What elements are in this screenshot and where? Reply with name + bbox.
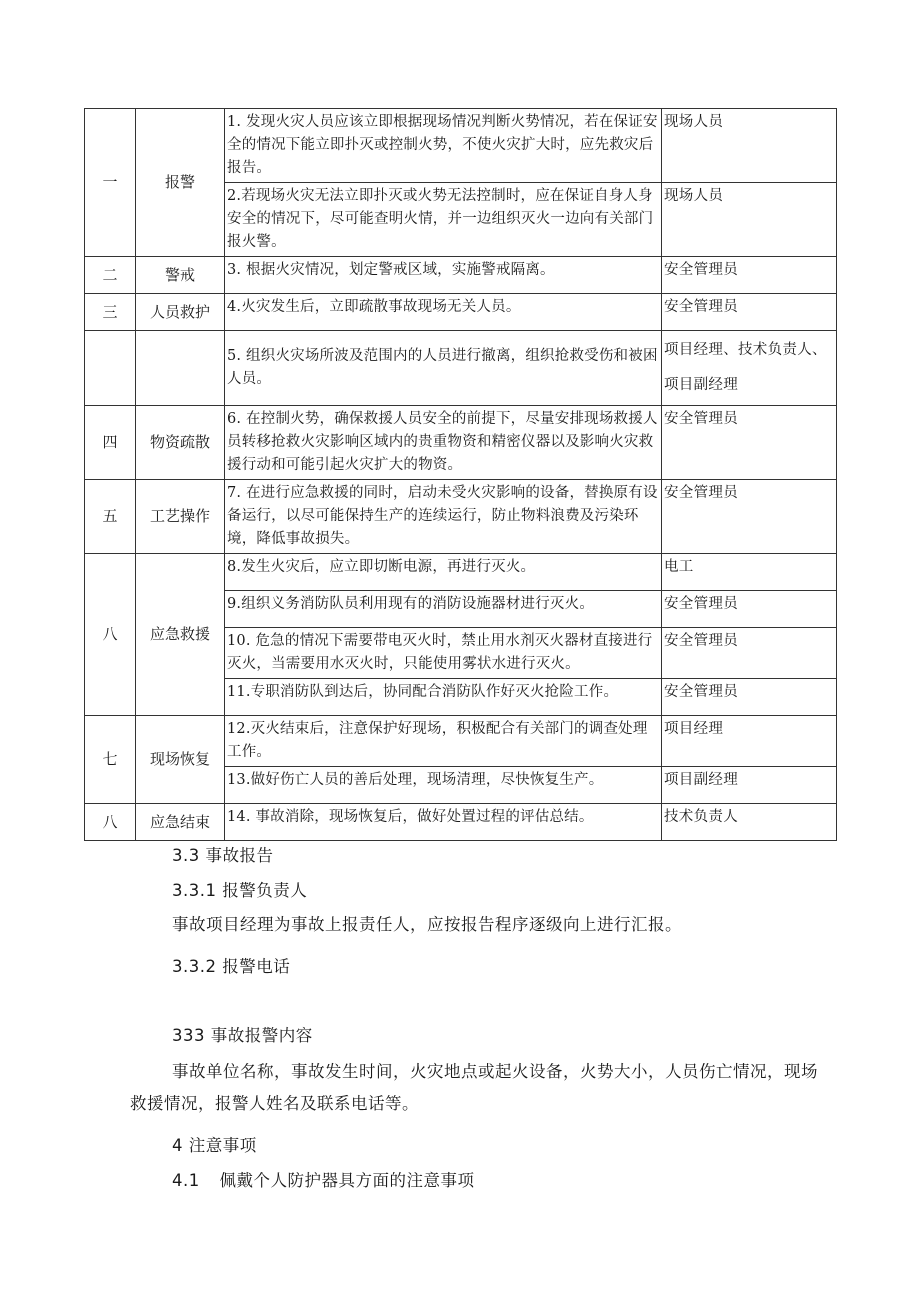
responsible-party: 安全管理员 bbox=[662, 480, 837, 554]
section-heading-3-3-3: 333 事故报警内容 bbox=[172, 1026, 313, 1045]
step-number: 一 bbox=[85, 109, 136, 257]
action-text: 9.组织义务消防队员利用现有的消防设施器材进行灭火。 bbox=[225, 591, 662, 628]
section-heading-4: 4 注意事项 bbox=[172, 1136, 257, 1155]
step-number: 五 bbox=[85, 480, 136, 554]
responsible-party: 项目经理、技术负责人、项目副经理 bbox=[662, 331, 837, 406]
responsible-party: 电工 bbox=[662, 554, 837, 591]
responsible-party: 现场人员 bbox=[662, 109, 837, 183]
table-row bbox=[85, 257, 837, 294]
table-row bbox=[85, 480, 837, 554]
section-title: 佩戴个人防护器具方面的注意事项 bbox=[219, 1171, 475, 1190]
action-text: 6. 在控制火势，确保救援人员安全的前提下，尽量安排现场救援人员转移抢救火灾影响区域内的贵重物资和精密仪器以及影响火灾救援行动和可能引起火灾扩大的物资。 bbox=[225, 406, 662, 480]
responsible-party: 安全管理员 bbox=[662, 628, 837, 679]
stage-name: 警戒 bbox=[136, 257, 225, 294]
section-heading-3-3-1: 3.3.1 报警负责人 bbox=[172, 881, 308, 900]
step-number: 二 bbox=[85, 257, 136, 294]
emergency-procedure-table bbox=[84, 108, 837, 841]
action-text: 14. 事故消除，现场恢复后，做好处置过程的评估总结。 bbox=[225, 804, 662, 841]
responsible-party: 安全管理员 bbox=[662, 257, 837, 294]
responsible-party: 安全管理员 bbox=[662, 679, 837, 716]
step-number: 八 bbox=[85, 554, 136, 716]
action-text: 8.发生火灾后，应立即切断电源，再进行灭火。 bbox=[225, 554, 662, 591]
stage-name: 现场恢复 bbox=[136, 716, 225, 804]
table-row bbox=[85, 716, 837, 767]
action-text: 3. 根据火灾情况，划定警戒区域，实施警戒隔离。 bbox=[225, 257, 662, 294]
action-text: 13.做好伤亡人员的善后处理，现场清理，尽快恢复生产。 bbox=[225, 767, 662, 804]
action-text: 10. 危急的情况下需要带电灭火时，禁止用水剂灭火器材直接进行灭火，当需要用水灭火时，只能使用雾状水进行灭火。 bbox=[225, 628, 662, 679]
action-text: 11.专职消防队到达后，协同配合消防队作好灭火抢险工作。 bbox=[225, 679, 662, 716]
action-text: 4.火灾发生后，立即疏散事故现场无关人员。 bbox=[225, 294, 662, 331]
stage-name bbox=[136, 331, 225, 406]
stage-name: 物资疏散 bbox=[136, 406, 225, 480]
responsible-party: 安全管理员 bbox=[662, 406, 837, 480]
section-heading-3-3-2: 3.3.2 报警电话 bbox=[172, 957, 291, 976]
step-number: 七 bbox=[85, 716, 136, 804]
table-row bbox=[85, 331, 837, 406]
responsible-party: 项目副经理 bbox=[662, 767, 837, 804]
paragraph-report-content: 事故单位名称，事故发生时间，火灾地点或起火设备，火势大小，人员伤亡情况，现场救援情况，报警人姓名及联系电话等。 bbox=[130, 1062, 818, 1113]
table-row bbox=[85, 554, 837, 591]
table-row bbox=[85, 406, 837, 480]
section-heading-3-3: 3.3 事故报告 bbox=[172, 846, 274, 865]
responsible-party: 技术负责人 bbox=[662, 804, 837, 841]
step-number: 三 bbox=[85, 294, 136, 331]
section-number: 4.1 bbox=[172, 1171, 200, 1190]
responsible-party: 安全管理员 bbox=[662, 294, 837, 331]
section-heading-4-1 bbox=[172, 1167, 475, 1191]
step-number: 四 bbox=[85, 406, 136, 480]
stage-name: 人员救护 bbox=[136, 294, 225, 331]
action-text: 12.灭火结束后，注意保护好现场，积极配合有关部门的调查处理工作。 bbox=[225, 716, 662, 767]
stage-name: 报警 bbox=[136, 109, 225, 257]
step-number: 八 bbox=[85, 804, 136, 841]
stage-name: 工艺操作 bbox=[136, 480, 225, 554]
action-text: 1. 发现火灾人员应该立即根据现场情况判断火势情况，若在保证安全的情况下能立即扑灭或控制火势，不使火灾扩大时，应先救灾后报告。 bbox=[225, 109, 662, 183]
table-row bbox=[85, 804, 837, 841]
responsible-party: 安全管理员 bbox=[662, 591, 837, 628]
responsible-party: 现场人员 bbox=[662, 183, 837, 257]
table-row bbox=[85, 109, 837, 183]
action-text: 5. 组织火灾场所波及范围内的人员进行撤离，组织抢救受伤和被困人员。 bbox=[225, 331, 662, 406]
step-number bbox=[85, 331, 136, 406]
stage-name: 应急结束 bbox=[136, 804, 225, 841]
responsible-party: 项目经理 bbox=[662, 716, 837, 767]
table-row bbox=[85, 294, 837, 331]
action-text: 2.若现场火灾无法立即扑灭或火势无法控制时，应在保证自身人身安全的情况下，尽可能查明火情，并一边组织灭火一边向有关部门报火警。 bbox=[225, 183, 662, 257]
stage-name: 应急救援 bbox=[136, 554, 225, 716]
paragraph-report-responsible: 事故项目经理为事故上报责任人，应按报告程序逐级向上进行汇报。 bbox=[172, 915, 682, 934]
action-text: 7. 在进行应急救援的同时，启动未受火灾影响的设备，替换原有设备运行，以尽可能保持生产的连续运行，防止物料浪费及污染环境，降低事故损失。 bbox=[225, 480, 662, 554]
